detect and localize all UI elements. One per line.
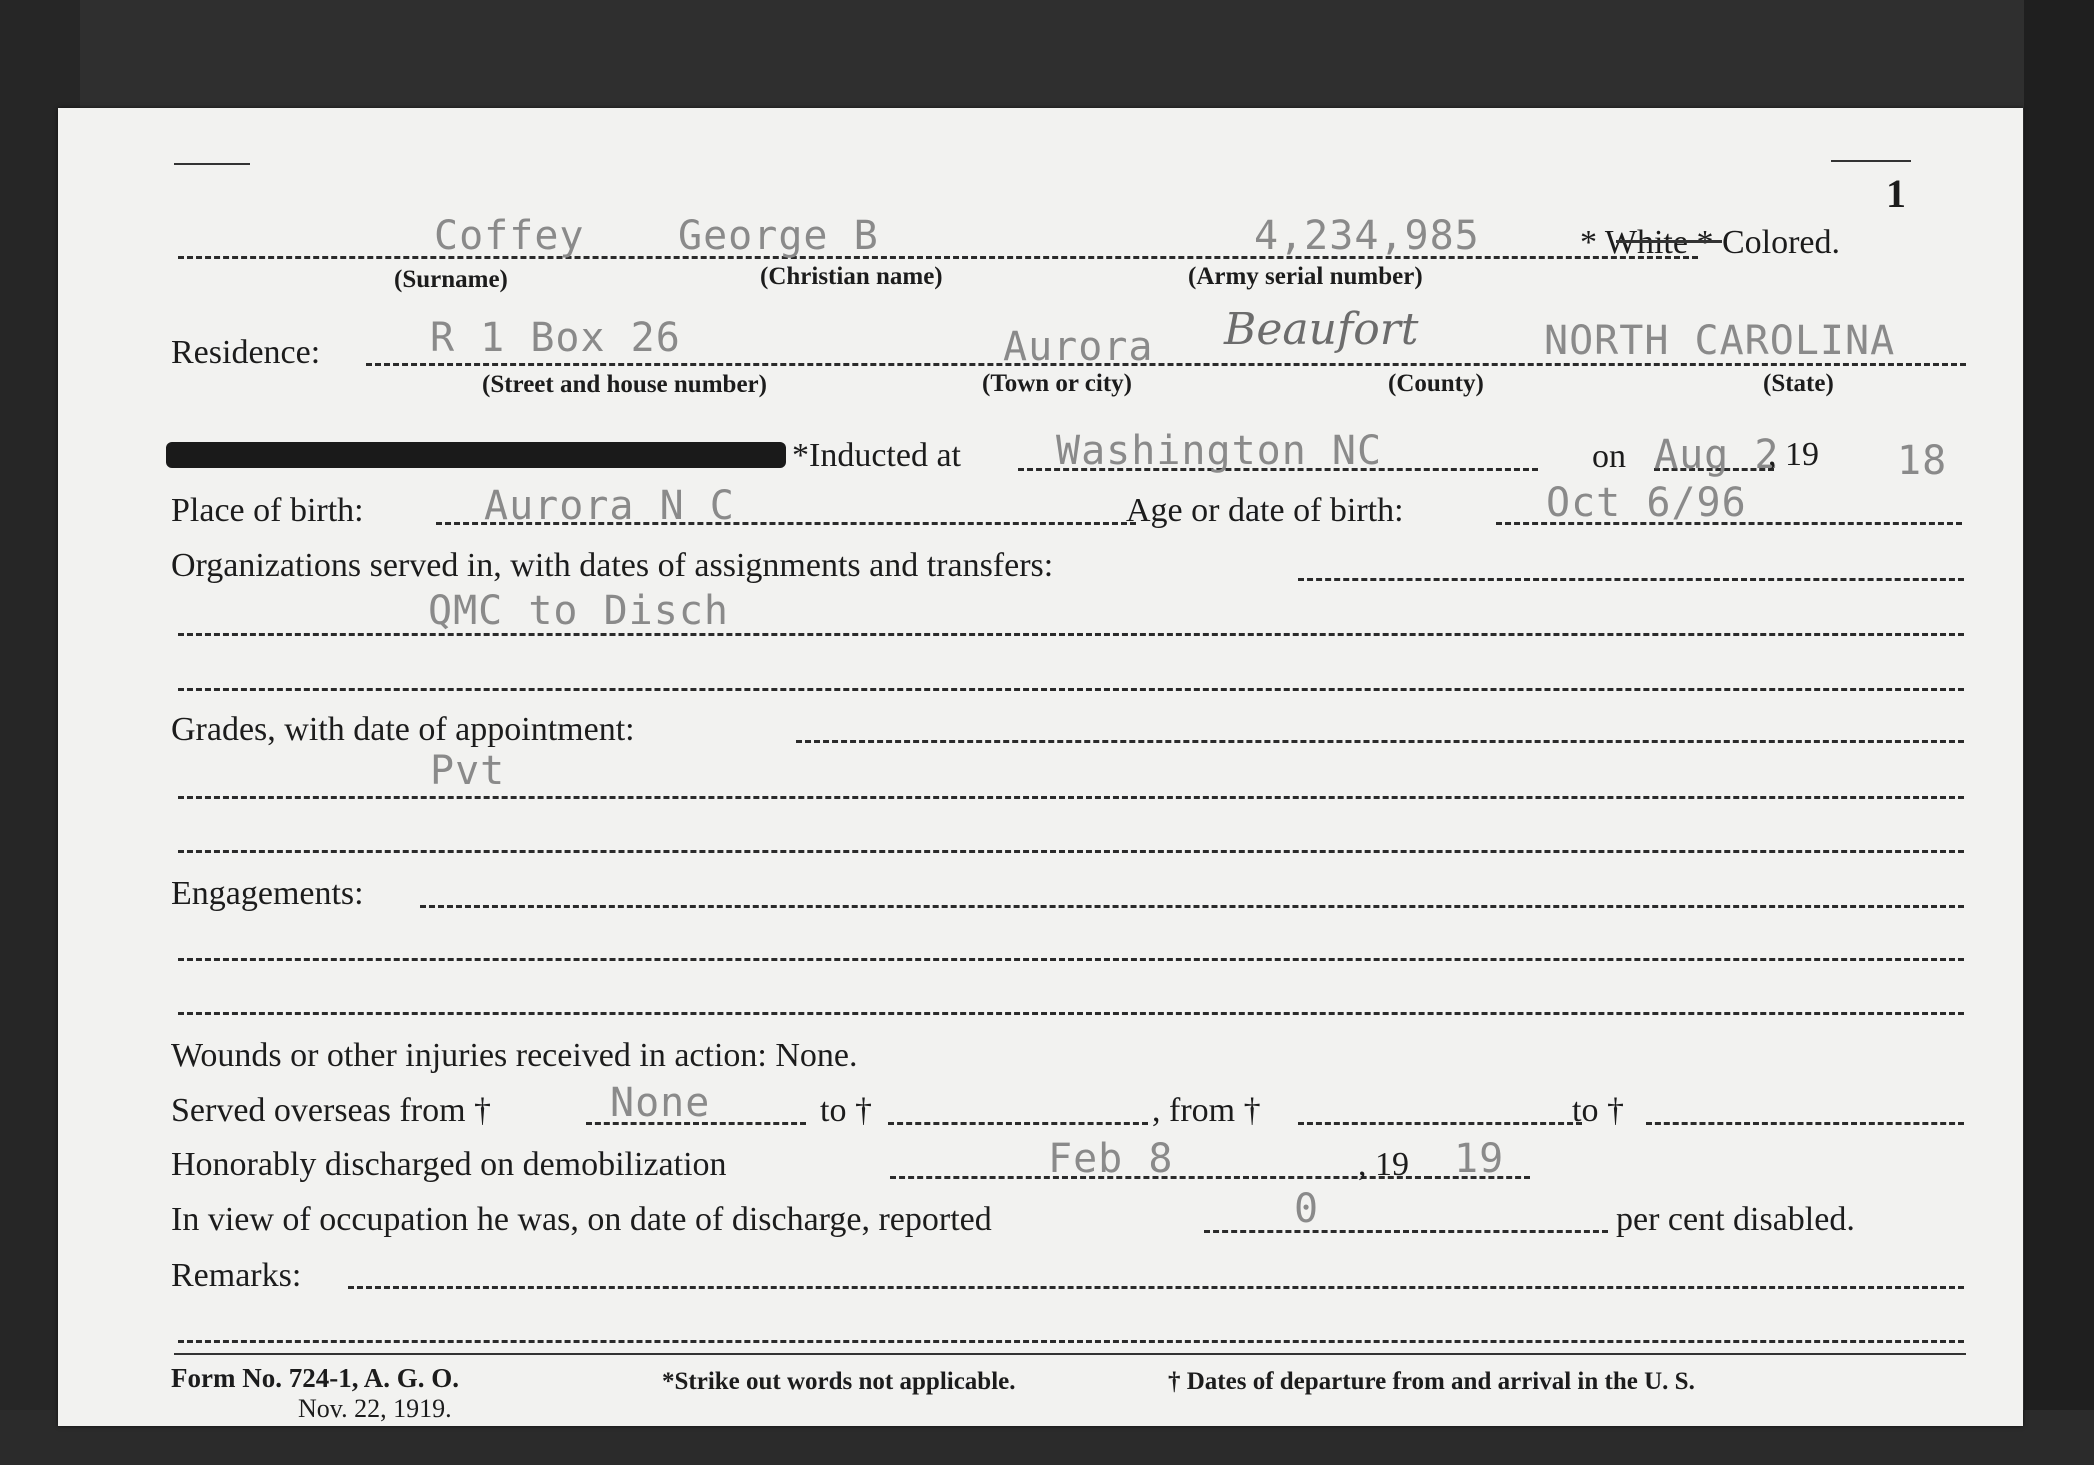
discharge-label: Honorably discharged on demobilization <box>171 1146 727 1183</box>
state-label: (State) <box>1763 370 1834 397</box>
christian-name-label: (Christian name) <box>760 263 943 290</box>
engagements-label: Engagements: <box>171 875 364 912</box>
state-value: NORTH CAROLINA <box>1544 318 1896 364</box>
engagements-line-2 <box>178 958 1964 961</box>
overseas-to2-label: to † <box>1572 1092 1624 1129</box>
disability-line <box>1204 1230 1608 1233</box>
inducted-on-label: on <box>1592 438 1626 475</box>
overseas-to-label: to † <box>820 1092 872 1129</box>
county-label: (County) <box>1388 370 1484 397</box>
service-record-card <box>58 108 2023 1426</box>
town-label: (Town or city) <box>982 370 1132 397</box>
scan-background-top <box>0 0 2094 110</box>
grades-value: Pvt <box>430 748 506 794</box>
discharge-year-value: 19 <box>1454 1136 1505 1182</box>
strike-out-note: *Strike out words not applicable. <box>662 1368 1016 1395</box>
scan-background-right <box>2024 0 2094 1465</box>
overseas-from-label: Served overseas from † <box>171 1092 492 1129</box>
street-value: R 1 Box 26 <box>430 315 681 361</box>
overseas-from-value: None <box>610 1080 711 1126</box>
serial-number-label: (Army serial number) <box>1188 263 1423 290</box>
overseas-from2-label: , from † <box>1152 1092 1261 1129</box>
race-options: * White * Colored. <box>1580 224 1840 261</box>
place-of-birth-label: Place of birth: <box>171 492 364 529</box>
inducted-label: *Inducted at <box>792 437 961 474</box>
overseas-to2-line <box>1646 1122 1964 1125</box>
disability-label: In view of occupation he was, on date of discharge, reported <box>171 1201 992 1238</box>
remarks-line-1 <box>348 1286 1964 1289</box>
engagements-line-1 <box>420 905 1964 908</box>
top-right-rule <box>1831 160 1911 162</box>
inducted-date-value: Aug 2 <box>1654 432 1780 478</box>
discharge-date-value: Feb 8 <box>1048 1136 1174 1182</box>
grades-line-1 <box>796 740 1964 743</box>
overseas-from2-line <box>1298 1122 1582 1125</box>
overseas-to-line <box>888 1122 1148 1125</box>
organizations-value: QMC to Disch <box>428 588 729 634</box>
place-of-birth-value: Aurora N C <box>484 483 735 529</box>
inducted-year-value: 18 <box>1897 438 1948 484</box>
organizations-line-3 <box>178 688 1964 691</box>
age-value: Oct 6/96 <box>1546 480 1747 526</box>
engagements-line-3 <box>178 1012 1964 1015</box>
footer-rule <box>174 1353 1966 1355</box>
age-label: Age or date of birth: <box>1126 492 1404 529</box>
white-strikeout <box>1616 240 1722 243</box>
serial-number-value: 4,234,985 <box>1254 213 1480 259</box>
organizations-line-1 <box>1298 578 1964 581</box>
disability-suffix: per cent disabled. <box>1616 1201 1855 1238</box>
dates-note: † Dates of departure from and arrival in the U. S. <box>1168 1368 1695 1395</box>
residence-label: Residence: <box>171 334 321 371</box>
card-number: 1 <box>1886 171 1906 216</box>
christian-name-value: George B <box>678 213 879 259</box>
organizations-label: Organizations served in, with dates of assignments and transfers: <box>171 547 1054 584</box>
street-label: (Street and house number) <box>482 371 767 398</box>
remarks-line-2 <box>178 1340 1964 1343</box>
form-number: Form No. 724-1, A. G. O. <box>171 1363 459 1393</box>
form-date: Nov. 22, 1919. <box>298 1394 452 1423</box>
grades-label: Grades, with date of appointment: <box>171 711 635 748</box>
discharge-year-prefix: , 19 <box>1358 1146 1409 1183</box>
inducted-place-value: Washington NC <box>1056 428 1383 474</box>
grades-line-3 <box>178 850 1964 853</box>
redacted-enlisted-options <box>166 442 786 468</box>
disability-value: 0 <box>1294 1186 1320 1232</box>
top-left-rule <box>174 163 250 165</box>
surname-value: Coffey <box>434 213 585 259</box>
inducted-year-prefix: , 19 <box>1768 436 1819 473</box>
remarks-label: Remarks: <box>171 1257 302 1294</box>
town-value: Aurora <box>1003 324 1154 370</box>
wounds-text: Wounds or other injuries received in action: None. <box>171 1037 858 1074</box>
grades-line-2 <box>178 796 1964 799</box>
surname-label: (Surname) <box>394 266 508 293</box>
county-value: Beaufort <box>1224 304 1419 355</box>
